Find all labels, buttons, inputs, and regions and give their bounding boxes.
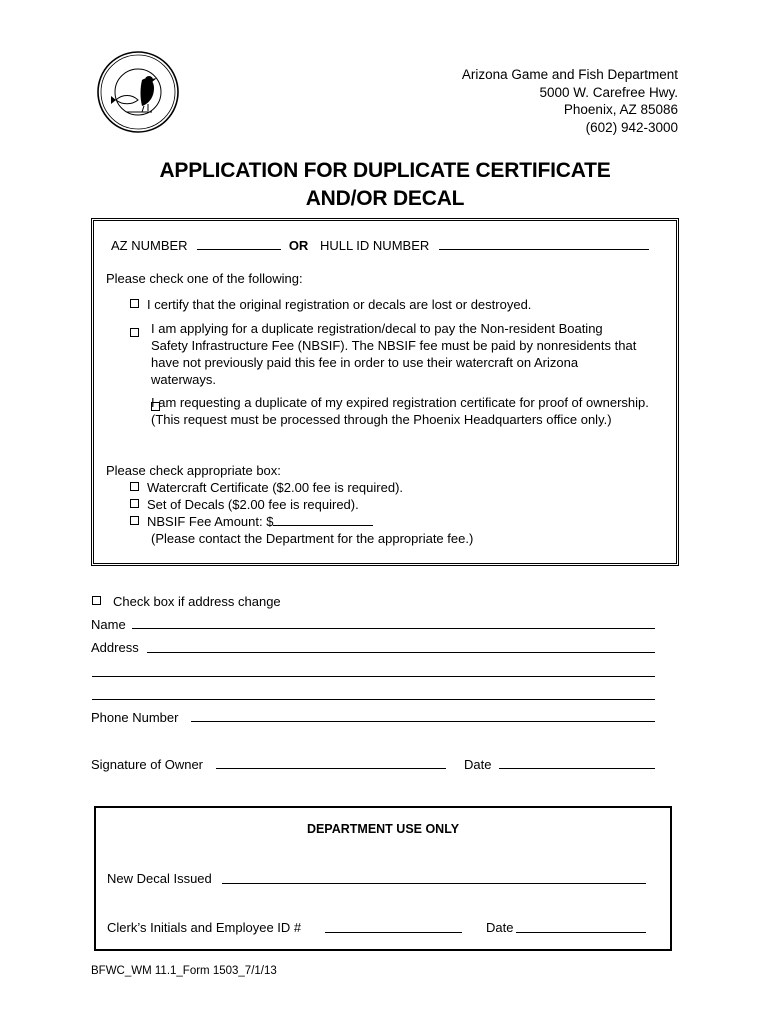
hull-id-label: HULL ID NUMBER [319,238,430,253]
phone-number: (602) 942-3000 [585,119,678,135]
fee-nbsif [130,513,373,530]
option-lost-destroyed-text: I certify that the original registration or decals are lost or destroyed. [147,297,532,312]
form-id: BFWC_WM 11.1_Form 1503_7/1/13 [91,965,277,977]
fee-note: (Please contact the Department for the appropriate fee.) [151,531,474,546]
hull-id-field[interactable] [439,237,649,250]
dept-date-label: Date [486,920,514,935]
signature-field[interactable] [216,768,446,769]
city-state-zip: Phoenix, AZ 85086 [563,102,678,117]
address-field-line1[interactable] [147,652,655,653]
department-address [462,66,678,136]
form-title-line1: APPLICATION FOR DUPLICATE CERTIFICATE [159,159,611,182]
address-field-line3[interactable] [92,699,655,700]
option-lost-destroyed [130,296,531,313]
agency-seal [96,50,180,134]
address-label: Address [91,640,139,655]
fee-certificate-text: Watercraft Certificate ($2.00 fee is required). [147,480,404,495]
form-title-line2: AND/OR DECAL [305,187,465,210]
or-label: OR [288,238,309,253]
fee-nbsif-amount-field[interactable] [273,513,373,526]
fee-decals-text: Set of Decals ($2.00 fee is required). [147,497,359,512]
fee-decals [130,496,359,513]
az-number-field[interactable] [197,237,281,250]
check-box-prompt: Please check appropriate box: [106,463,281,478]
org-name: Arizona Game and Fish Department [461,67,678,82]
fee-nbsif-checkbox[interactable] [130,516,139,525]
az-number-row [111,237,649,254]
clerk-id-field[interactable] [325,932,462,933]
owner-date-label: Date [464,757,492,772]
phone-label: Phone Number [91,710,179,725]
fee-nbsif-text: NBSIF Fee Amount: $ [147,514,274,529]
dept-date-field[interactable] [516,932,646,933]
fee-decals-checkbox[interactable] [130,499,139,508]
street-address: 5000 W. Carefree Hwy. [539,84,678,100]
clerk-id-label: Clerk’s Initials and Employee ID # [107,920,302,935]
form-title [0,157,770,213]
address-change-label: Check box if address change [113,594,281,609]
owner-date-field[interactable] [499,768,655,769]
signature-label: Signature of Owner [91,757,204,772]
fee-certificate [130,479,403,496]
az-number-label: AZ NUMBER [111,238,188,253]
option-nbsif-checkbox[interactable] [130,328,139,337]
new-decal-label: New Decal Issued [107,871,212,886]
new-decal-field[interactable] [222,883,646,884]
option-nbsif-text: I am applying for a duplicate registration/decal to pay the Non-resident Boating Safety Infrastructure Fee (NBSIF). The NBSIF fee must be paid by nonresidents that have not previously paid this fee in order to use their watercraft on Arizona waterways. [151,321,637,387]
phone-field[interactable] [191,721,655,722]
address-change-checkbox[interactable] [92,596,101,605]
address-change-row [92,593,281,610]
address-field-line2[interactable] [92,676,655,677]
department-use-heading: DEPARTMENT USE ONLY [306,822,460,836]
option-expired-text: I am requesting a duplicate of my expired registration certificate for proof of ownership. (This request must be processed through the Phoenix Headquarters office only.) [151,395,649,427]
option-lost-destroyed-checkbox[interactable] [130,299,139,308]
name-field[interactable] [132,628,655,629]
check-one-prompt: Please check one of the following: [106,271,303,286]
name-label: Name [91,617,126,632]
fee-certificate-checkbox[interactable] [130,482,139,491]
